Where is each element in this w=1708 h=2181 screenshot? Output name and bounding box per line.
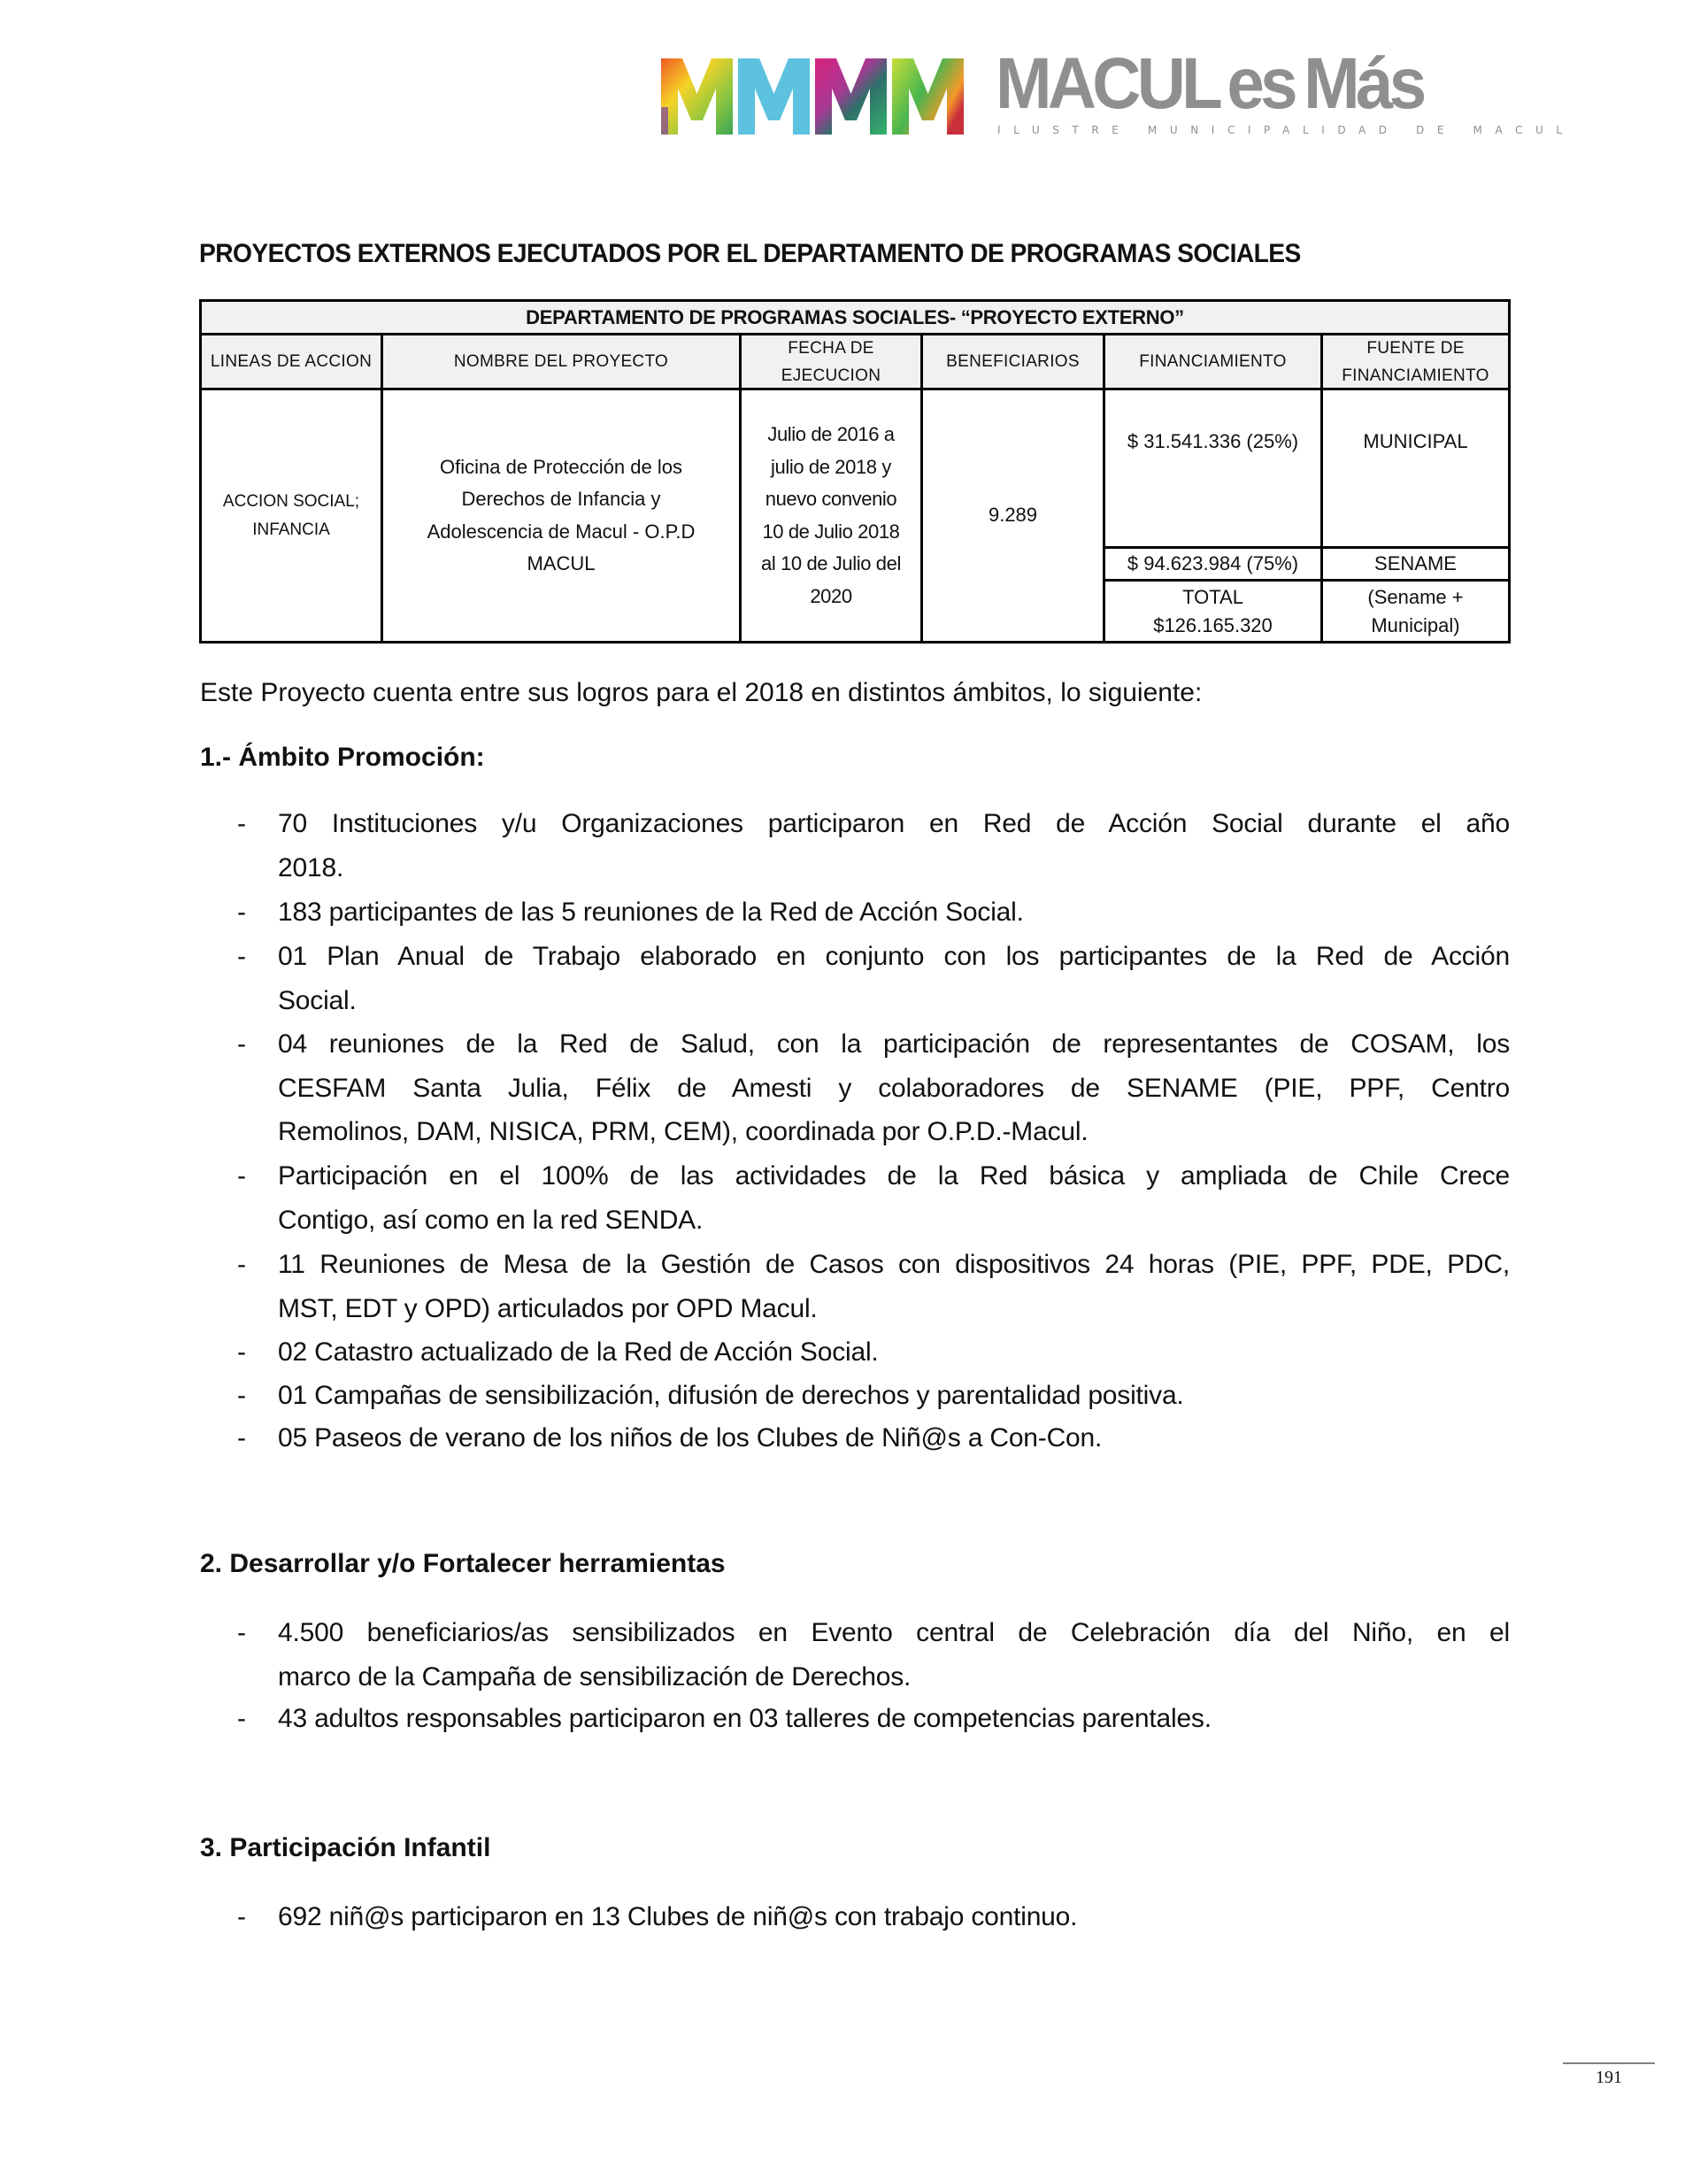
logo-word-macul: MACUL — [996, 43, 1219, 124]
list-item-line: 70 Instituciones y/u Organizaciones participaron en Red de Acción Social durante el año — [278, 809, 1510, 838]
list-item-line: CESFAM Santa Julia, Félix de Amesti y colaboradores de SENAME (PIE, PPF, Centro — [278, 1073, 1510, 1103]
macul-es-mas-logo — [661, 43, 1575, 142]
cell-nombre-line: MACUL — [527, 552, 596, 574]
cell-fuente-total — [1323, 582, 1508, 641]
col-header-beneficiarios: BENEFICIARIOS — [923, 335, 1103, 388]
cell-nombre-proyecto — [383, 390, 739, 641]
cell-financiamiento-sename: $ 94.623.984 (75%) — [1127, 551, 1299, 574]
bullet-dash: - — [237, 1337, 246, 1367]
cell-total-amount: $126.165.320 — [1153, 613, 1273, 636]
list-item-line: 43 adultos responsables participaron en 03 talleres de competencias parentales. — [278, 1704, 1212, 1733]
col-header-fuente-line2: FINANCIAMIENTO — [1342, 366, 1489, 385]
list-item-line: 2018. — [278, 852, 344, 882]
col-header-fecha-line1: FECHA DE — [788, 338, 874, 358]
list-item — [278, 890, 1510, 935]
list-item-line: 04 reuniones de la Red de Salud, con la participación de representantes de COSAM, los — [278, 1029, 1510, 1059]
col-header-nombre: NOMBRE DEL PROYECTO — [383, 335, 739, 388]
bullet-dash: - — [237, 1250, 246, 1279]
list-item-line: Social. — [278, 985, 357, 1015]
list-item — [278, 1154, 1510, 1242]
cell-financiamiento-total — [1105, 582, 1320, 641]
cell-fecha-line: nuevo convenio — [765, 488, 897, 510]
list-item — [278, 1330, 1510, 1375]
cell-fecha-line: 2020 — [810, 584, 852, 607]
section-2-heading: 2. Desarrollar y/o Fortalecer herramientas — [200, 1549, 726, 1578]
bullet-dash: - — [237, 1902, 246, 1931]
col-header-fuente-line1: FUENTE DE — [1366, 338, 1465, 358]
list-item — [278, 935, 1510, 1022]
logo-letter-m-3 — [815, 58, 887, 135]
col-header-financiamiento: FINANCIAMIENTO — [1105, 335, 1320, 388]
cell-fuente-total-line: (Sename + — [1367, 585, 1464, 608]
list-item-line: Participación en el 100% de las actividades de la Red básica y ampliada de Chile Crece — [278, 1161, 1510, 1191]
bullet-dash: - — [237, 1704, 246, 1733]
list-item-line: 183 participantes de las 5 reuniones de la Red de Acción Social. — [278, 898, 1024, 927]
cell-fuente-municipal: MUNICIPAL — [1363, 429, 1468, 452]
cell-nombre-line: Adolescencia de Macul - O.P.D — [427, 520, 696, 543]
section-3-heading: 3. Participación Infantil — [200, 1833, 491, 1862]
col-header-fecha — [742, 335, 920, 388]
bullet-dash: - — [237, 1423, 246, 1453]
logo-letter-m-1 — [661, 58, 733, 135]
logo-word-es: es — [1227, 43, 1294, 124]
bullet-dash: - — [237, 809, 246, 838]
intro-paragraph: Este Proyecto cuenta entre sus logros para el 2018 en distintos ámbitos, lo siguiente: — [200, 678, 1203, 707]
cell-beneficiarios: 9.289 — [988, 504, 1038, 527]
logo-subtitle: ILUSTRE MUNICIPALIDAD DE MACUL — [997, 124, 1575, 136]
cell-fecha-line: 10 de Julio 2018 — [762, 520, 900, 543]
cell-nombre-line: Oficina de Protección de los — [440, 455, 682, 478]
page-number-rule — [1563, 2062, 1655, 2064]
cell-linea-accion — [202, 390, 381, 641]
bullet-dash: - — [237, 1381, 246, 1410]
logo-letter-m-4 — [892, 58, 964, 135]
list-item — [278, 1611, 1510, 1699]
bullet-dash: - — [237, 1618, 246, 1647]
cell-fuente-total-line: Municipal) — [1371, 613, 1460, 636]
page-title: PROYECTOS EXTERNOS EJECUTADOS POR EL DEPARTAMENTO DE PROGRAMAS SOCIALES — [199, 239, 1301, 268]
list-item-line: marco de la Campaña de sensibilización de Derechos. — [278, 1661, 912, 1692]
logo-wordmark — [996, 43, 1423, 124]
cell-fecha-line: al 10 de Julio del — [761, 552, 901, 574]
cell-fuente-sename: SENAME — [1374, 551, 1457, 574]
cell-fecha-ejecucion — [742, 390, 920, 641]
list-item-line: Contigo, así como en la red SENDA. — [278, 1205, 704, 1235]
list-item-line: 01 Campañas de sensibilización, difusión de derechos y parentalidad positiva. — [278, 1381, 1184, 1410]
list-item — [278, 1374, 1510, 1418]
logo-word-mas: Más — [1304, 43, 1423, 124]
list-item-line: 02 Catastro actualizado de la Red de Acción Social. — [278, 1337, 879, 1367]
list-item-line: 11 Reuniones de Mesa de la Gestión de Casos con dispositivos 24 horas (PIE, PPF, PDE, PDC, — [278, 1250, 1510, 1279]
list-item-line: MST, EDT y OPD) articulados por OPD Macul. — [278, 1293, 818, 1323]
cell-total-label: TOTAL — [1182, 585, 1243, 608]
cell-nombre-line: Derechos de Infancia y — [461, 488, 661, 510]
cell-fecha-line: julio de 2018 y — [771, 455, 891, 478]
cell-fecha-line: Julio de 2016 a — [767, 423, 895, 445]
logo-mmmm-mark — [661, 58, 964, 135]
list-item-line: 692 niñ@s participaron en 13 Clubes de niñ@s con trabajo continuo. — [278, 1902, 1078, 1931]
bullet-dash: - — [237, 1029, 246, 1059]
list-item — [278, 1697, 1510, 1741]
page-number: 191 — [1596, 2068, 1622, 2087]
list-item — [278, 802, 1510, 890]
project-table — [199, 299, 1511, 644]
list-item — [278, 1895, 1510, 1939]
logo-letter-m-2 — [738, 58, 810, 135]
cell-financiamiento-municipal: $ 31.541.336 (25%) — [1127, 429, 1299, 452]
cell-linea-line: INFANCIA — [252, 520, 330, 539]
col-header-lineas: LINEAS DE ACCION — [202, 335, 381, 388]
bullet-dash: - — [237, 1161, 246, 1191]
list-item — [278, 1416, 1510, 1460]
col-header-fuente — [1323, 335, 1508, 388]
list-item — [278, 1022, 1510, 1154]
list-item-line: Remolinos, DAM, NISICA, PRM, CEM), coordinada por O.P.D.-Macul. — [278, 1117, 1089, 1146]
bullet-dash: - — [237, 898, 246, 927]
col-header-fecha-line2: EJECUCION — [781, 366, 881, 385]
section-1-heading: 1.- Ámbito Promoción: — [200, 743, 485, 772]
list-item-line: 05 Paseos de verano de los niños de los Clubes de Niñ@s a Con-Con. — [278, 1423, 1103, 1453]
table-title: DEPARTAMENTO DE PROGRAMAS SOCIALES- “PROYECTO EXTERNO” — [202, 302, 1508, 333]
cell-linea-line: ACCION SOCIAL; — [222, 491, 360, 511]
bullet-dash: - — [237, 942, 246, 971]
list-item-line: 01 Plan Anual de Trabajo elaborado en conjunto con los participantes de la Red de Acción — [278, 942, 1510, 971]
list-item — [278, 1243, 1510, 1330]
list-item-line: 4.500 beneficiarios/as sensibilizados en Evento central de Celebración día del Niño, en el — [278, 1618, 1510, 1647]
